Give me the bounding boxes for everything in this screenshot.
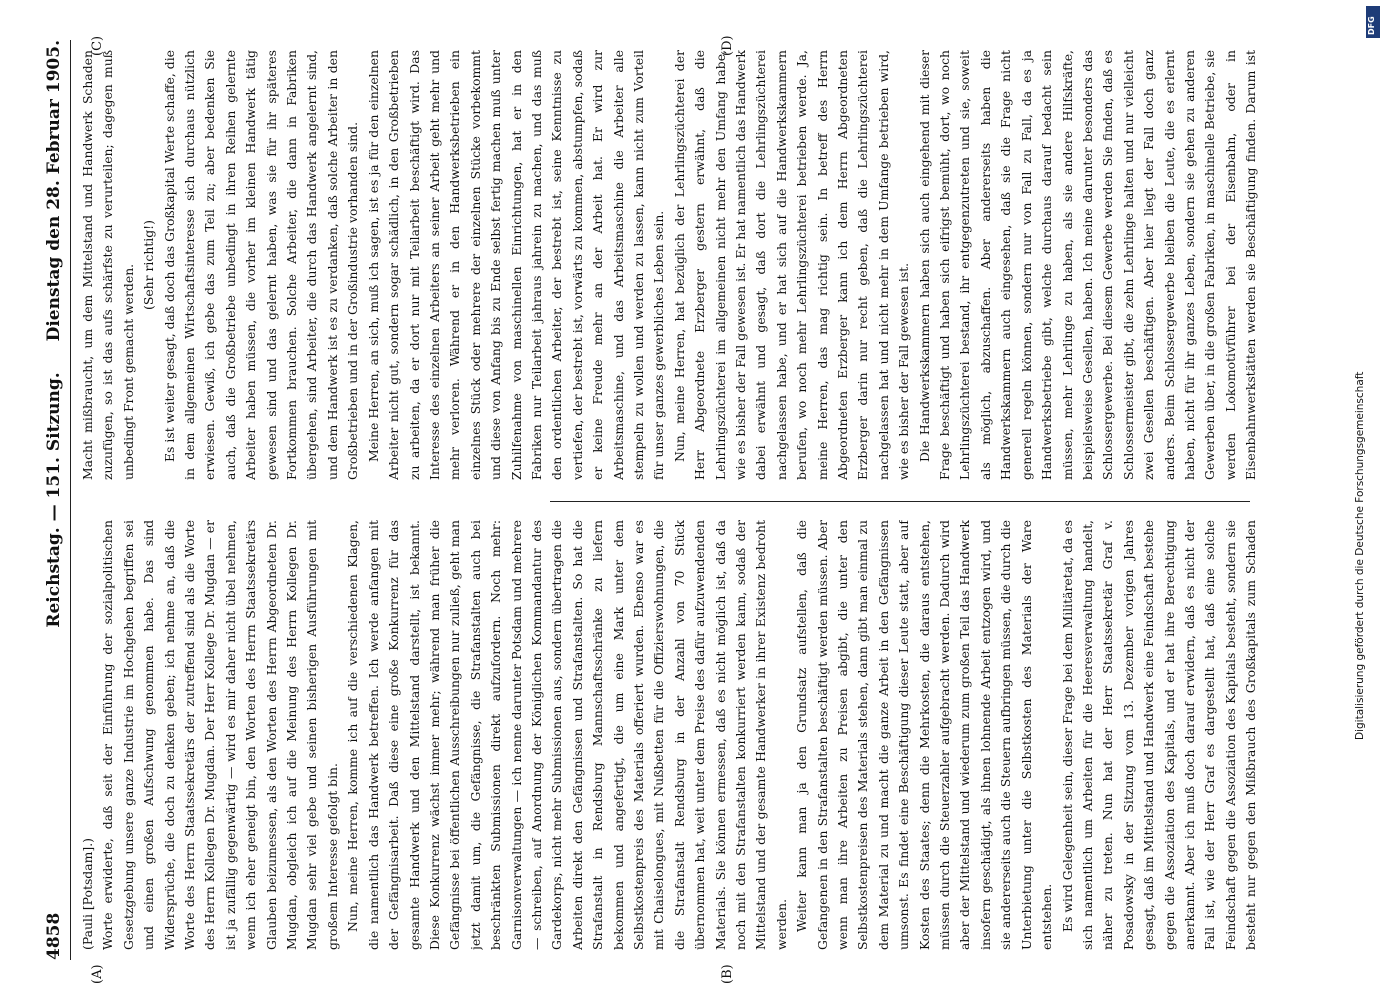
page-content xyxy=(30,20,1320,990)
page-number: 4858 xyxy=(44,912,64,960)
paragraph: Nun, meine Herren, hat bezüglich der Lehrlingszüchterei der Herr Abgeordnete Erzberger gestern erwähnt, daß die Lehrlingszüchterei im allgemeinen nicht mehr den Umfang habe, wie es bisher der Fall gewesen ist. Er hat namentlich das Handwerk dabei erwähnt und gesagt, daß dort die Lehrlingszüchterei nachgelassen habe, und er hat sich auf die Handwerkskammern berufen, wo noch mehr Lehrlingszüchterei betrieben werde. Ja, meine Herren, das mag richtig sein. In betreff des Herrn Abgeordneten Erzberger kann ich dem Herrn Abgeordneten Erzberger darin nur recht geben, daß die Lehrlingszüchterei nachgelassen hat und nicht mehr in dem Umfange betrieben wird, wie es bisher der Fall gewesen ist. xyxy=(671,50,912,480)
margin-marker-c: (C) xyxy=(90,35,105,56)
header-rule xyxy=(70,40,71,960)
interjection: (Sehr richtig!) xyxy=(141,220,157,310)
rotated-page-area xyxy=(30,20,1320,990)
header-date: Dienstag den 28. Februar 1905. xyxy=(44,40,64,342)
header-session: Reichstag. — 151. Sitzung. xyxy=(44,372,64,628)
running-header xyxy=(36,40,72,960)
paragraph: Nun, meine Herren, komme ich auf die verschiedenen Klagen, die namentlich das Handwerk betreffen. Ich werde anfangen mit der Gefängnisarbeit. Daß diese eine große Konkurrenz für das gesamte Handwerk und den Mittelstand darstellt, ist bekannt. Diese Konkurrenz wächst immer mehr; während man früher die Gefängnisse bei öffentlichen Ausschreibungen nur zuließ, geht man jetzt damit um, die Gefängnisse, die Strafanstalten auch bei beschränkten Submissionen direkt aufzufordern. Noch mehr: Garnisonverwaltungen — ich nenne darunter Potsdam und mehrere — schreiben, auf Anordnung der Königlichen Kommandantur des Gardekorps, nicht mehr Submissionen aus, sondern übertragen die Arbeiten direkt den Gefängnissen und Strafanstalten. So hat die Strafanstalt in Rendsburg Mannschaftsschränke zu liefern bekommen und angefertigt, die um eine Mark unter dem Selbstkostenpreis des Materials offeriert wurden. Ebenso war es mit Chaiselongues, mit Nußbetten für die Offizierswohnungen, die die Strafanstalt Rendsburg in der Anzahl von 70 Stück übernommen hat, weit unter dem Preise des dafür aufzuwendenden Materials. Sie können ermessen, daß es nicht möglich ist, daß da noch mit den Strafanstalten konkurriert werden kann, sodaß der Mittelstand und der gesamte Handwerker in ihrer Existenz bedroht werden. xyxy=(345,520,789,950)
credit-text: Digitalisierung gefördert durch die Deutsche Forschungsgemeinschaft xyxy=(1354,371,1366,740)
margin-marker-a: (A) xyxy=(90,964,105,984)
column-divider xyxy=(550,501,1250,502)
margin-marker-d: (D) xyxy=(720,35,735,56)
paragraph: Es ist weiter gesagt, daß doch das Großkapital Werte schaffe, die in dem allgemeinen Wirtschaftsinteresse sich durchaus nützlich erwiesen. Gewiß, ich gebe das zum Teil zu; aber bedenken Sie auch, daß die Großbetriebe unbedingt in ihren Reihen gelernte Arbeiter haben müssen, die vorher im kleinen Handwerk tätig gewesen sind und das gelernt haben, was sie für ihr späteres Fortkommen brauchen. Solche Arbeiter, die dann in Fabriken übergehen, sind Arbeiter, die durch das Handwerk angelernt sind, und dem Handwerk ist es zu verdanken, daß solche Arbeiter in den Großbetrieben und in der Großindustrie vorhanden sind. xyxy=(161,50,361,480)
paragraph: Worte erwiderte, daß seit der Einführung der sozialpolitischen Gesetzgebung unsere ganze Industrie im Hochgehen begriffen sei und einen großen Aufschwung genommen habe. Das sind Widersprüche, die doch zu denken geben; ich nehme an, daß die Worte des Herrn Staatssekretärs der zutreffend sind als die Worte des Herrn Kollegen Dr. Mugdan. Der Herr Kollege Dr. Mugdan — er ist ja zufällig gegenwärtig — wird es mir daher nicht übel nehmen, wenn ich eher geneigt bin, den Worten des Herrn Staatssekretärs Glauben beizumessen, als den Worten des Herrn Abgeordneten Dr. Mugdan, obgleich ich auf die Meinung des Herrn Kollegen Dr. Mugdan sehr viel gebe und seinen bisherigen Ausführungen mit großem Interesse gefolgt bin. xyxy=(100,520,340,950)
paragraph: Die Handwerkskammern haben sich auch eingehend mit dieser Frage beschäftigt und haben sich eifrigst bemüht, dort, wo noch Lehrlingszüchterei bestand, ihr entgegenzutreten und sie, soweit als möglich, abzuschaffen. Aber andererseits haben die Handwerkskammern auch eingesehen, daß sie die Frage nicht generell regeln können, sondern nur von Fall zu Fall, da es ja Handwerksbetriebe gibt, welche durchaus darauf bedacht sein müssen, mehr Lehrlinge zu haben, als sie andere Hilfskräfte, beispielsweise Gesellen, haben. Ich meine darunter besonders das Schlossergewerbe. Bei diesem Gewerbe werden Sie finden, daß es Schlossermeister gibt, die zehn Lehrlinge halten und nur vielleicht zwei Gesellen beschäftigen. Aber hier liegt der Fall doch ganz anders. Beim Schlossergewerbe bleiben die Leute, die es erlernt haben, nicht für ihr ganzes Leben, sondern sie gehen zu anderen Gewerben über, in die großen Fabriken, in maschinelle Betriebe, sie werden Lokomotivführer bei der Eisenbahn, oder in Eisenbahnwerkstätten werden sie Beschäftigung finden. Darum ist xyxy=(916,50,1258,480)
text-column-right xyxy=(78,50,1258,480)
paragraph: Weiter kann man ja den Grundsatz aufstellen, daß die Gefangenen in den Strafanstalten beschäftigt werden müssen. Aber wenn man ihre Arbeiten zu Preisen abgibt, die unter den Selbstkostenpreisen des Materials stehen, dann gibt man einmal zu dem Material zu und macht die ganze Arbeit in den Gefängnissen umsonst. Es findet eine Beschäftigung dieser Leute statt, aber auf Kosten des Staates; denn die Mehrkosten, die daraus entstehen, müssen durch die Steuerzahler aufgebracht werden. Dadurch wird aber der Mittelstand und wiederum zum großen Teil das Handwerk insofern geschädigt, als ihnen lohnende Arbeit entzogen wird, und sie andererseits auch die Steuern aufbringen müssen, die durch die Unterbietung unter die Selbstkosten des Materials der Ware entstehen. xyxy=(794,520,1055,950)
dfg-logo xyxy=(1366,6,1380,38)
logo-text: DFG xyxy=(1367,16,1376,35)
digitization-credit xyxy=(1346,120,1376,760)
speaker-note: (Pauli [Potsdam].) xyxy=(80,838,95,950)
paragraph: Meine Herren, an sich, muß ich sagen, ist es ja für den einzelnen Arbeiter nicht gut, sondern sogar schädlich, in den Großbetrieben zu arbeiten, da er dort nur mit Teilarbeit beschäftigt wird. Das Interesse des einzelnen Arbeiters an seiner Arbeit geht mehr und mehr verloren. Während er in den Handwerksbetrieben ein einzelnes Stück oder mehrere der einzelnen Stücke vorbekommt und diese von Anfang bis zu Ende selbst fertig machen muß unter Zuhilfenahme von maschinellen Einrichtungen, hat er in den Fabriken nur Teilarbeit jahraus jahrein zu machen, und das muß den ordentlichen Arbeiter, der bestrebt ist, seine Kenntnisse zu vertiefen, der bestrebt ist, vorwärts zu kommen, abstumpfen, sodaß er keine Freude mehr an der Arbeit hat. Er wird zur Arbeitsmaschine, und das Arbeitsmaschine die Arbeiter alle stempeln zu wollen und werden zu lassen, kann nicht zum Vorteil für unser ganzes gewerbliches Leben sein. xyxy=(365,50,667,480)
paragraph: Macht mißbraucht, um dem Mittelstand und Handwerk Schaden zuzufügen, so ist das aufs schärfste zu verurteilen; dagegen muß unbedingt Front gemacht werden. xyxy=(80,50,136,480)
text-column-left xyxy=(78,520,1258,950)
margin-marker-b: (B) xyxy=(720,964,735,984)
paragraph: Es wird Gelegenheit sein, dieser Frage bei dem Militäretat, da es sich namentlich um Arbeiten für die Heeresverwaltung handelt, näher zu treten. Nun hat der Herr Staatssekretär Graf v. Posadowsky in der Sitzung vom 13. Dezember vorigen Jahres gesagt, daß im Mittelstand und Handwerk eine Feindschaft bestehe gegen die Assoziation des Kapitals, und er hat ihre Berechtigung anerkannt. Aber ich muß doch darauf erwidern, daß es nicht der Fall ist, wie der Herr Graf es dargestellt hat, daß eine solche Feindschaft gegen die Assoziation des Kapitals besteht, sondern sie besteht nur gegen den Mißbrauch des Großkapitals zum Schaden xyxy=(1059,520,1258,950)
